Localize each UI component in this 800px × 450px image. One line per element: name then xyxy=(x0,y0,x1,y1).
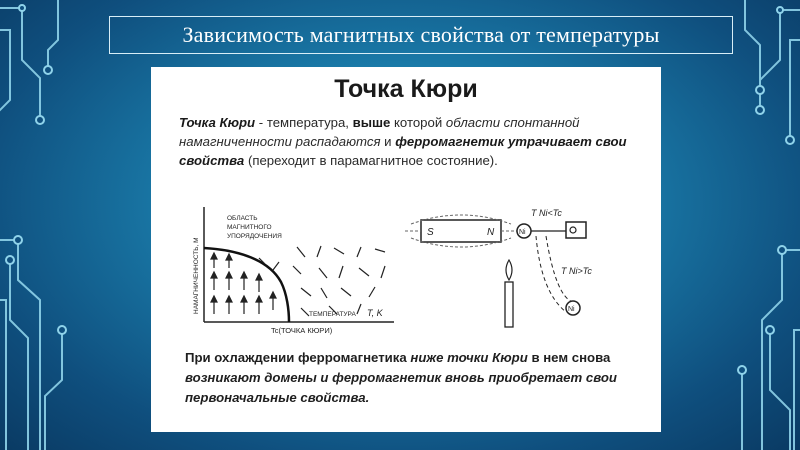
graph-region-label-1: ОБЛАСТЬ xyxy=(227,215,258,222)
para-text: и xyxy=(380,134,396,149)
graph-tc-label: Tc(ТОЧКА КЮРИ) xyxy=(271,326,333,335)
term-curie-point: Точка Кюри xyxy=(179,115,256,130)
bottom-emph-domains: возникают домены и ферромагнетик вновь приобретает свои первоначальные свойства. xyxy=(185,370,617,405)
card-heading: Точка Кюри xyxy=(334,75,478,103)
para-emph-above: выше xyxy=(352,115,391,130)
graph-region-label-3: УПОРЯДОЧЕНИЯ xyxy=(227,233,282,240)
graph-x-unit: T, K xyxy=(367,308,383,318)
cond-low: T Ni<Tc xyxy=(531,208,562,218)
content-image xyxy=(151,67,661,432)
slide-title: Зависимость магнитных свойства от температуры xyxy=(182,22,660,47)
bottom-text: При охлаждении ферромагнетика xyxy=(185,350,411,365)
ball-label-1: Ni xyxy=(519,229,526,236)
para-text: - температура, xyxy=(255,115,353,130)
para-emph-regions: области спонтанной намагниченности распадаются xyxy=(179,115,580,149)
bottom-text: в нем снова xyxy=(527,350,611,365)
slide-title-frame xyxy=(109,16,733,54)
cond-high: T Ni>Tc xyxy=(561,266,592,276)
cooling-paragraph xyxy=(185,348,635,408)
candle-icon xyxy=(505,282,513,327)
magnetization-graph xyxy=(189,202,399,337)
magnet-s: S xyxy=(427,227,434,238)
para-emph-loses: ферромагнетик утрачивает свои свойства xyxy=(179,134,627,168)
para-text: которой xyxy=(390,115,446,130)
flame-icon xyxy=(506,260,512,280)
definition-paragraph xyxy=(179,113,639,170)
graph-region-label-2: МАГНИТНОГО xyxy=(227,224,272,231)
graph-y-label: НАМАГНИЧЕННОСТЬ, М xyxy=(193,237,200,314)
experiment-diagram xyxy=(401,202,601,337)
magnet-n: N xyxy=(487,227,495,238)
ball-label-2: Ni xyxy=(568,306,575,313)
para-text: (переходит в парамагнитное состояние). xyxy=(244,153,498,168)
bottom-emph-below: ниже точки Кюри xyxy=(410,350,528,365)
graph-x-label: ТЕМПЕРАТУРА xyxy=(309,311,356,318)
